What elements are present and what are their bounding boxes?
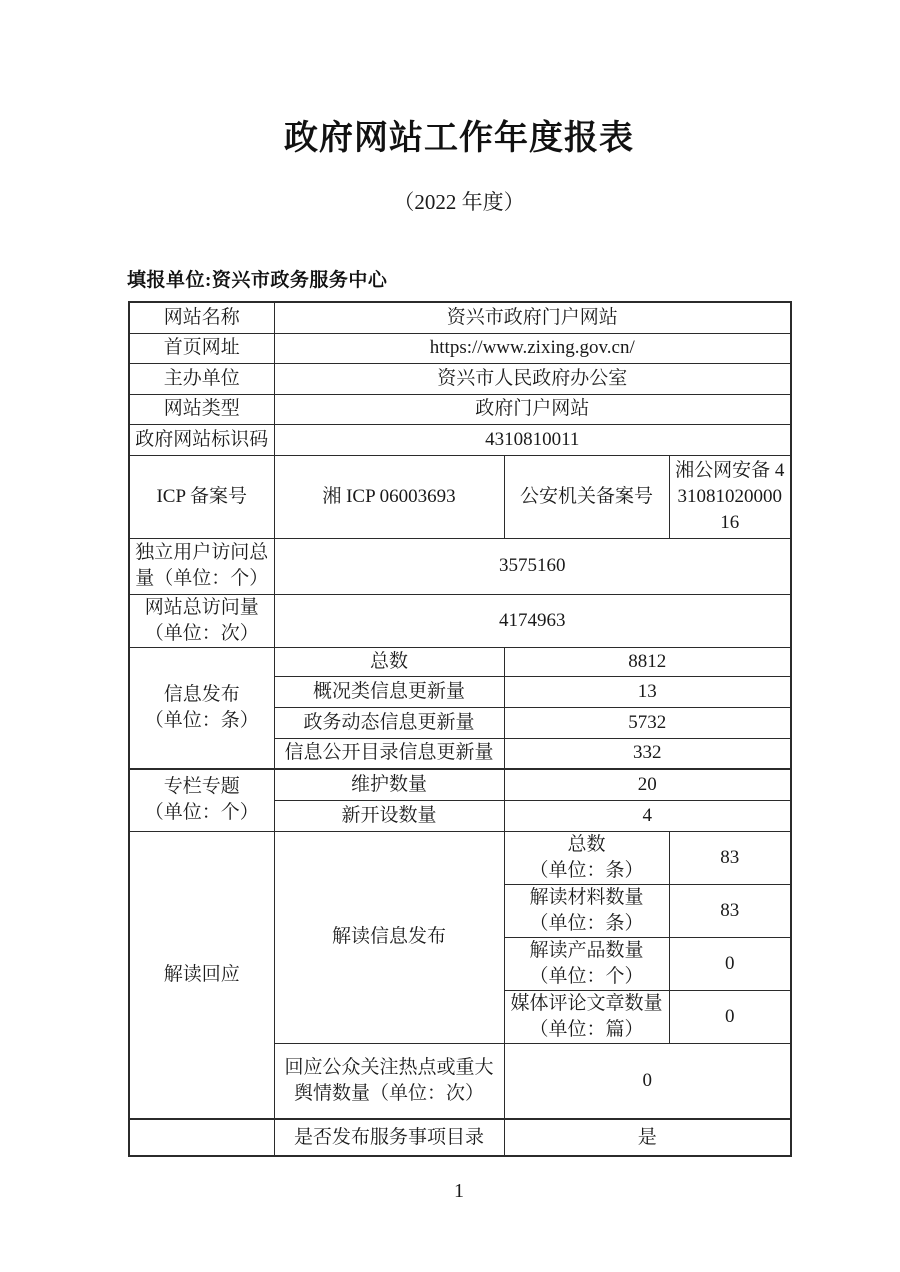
- cell-interp-product-value: 0: [669, 937, 791, 990]
- row-special-maintain: [129, 769, 791, 800]
- cell-police-value: 湘公网安备 43108102000016: [669, 455, 791, 538]
- row-homepage-url: [129, 333, 791, 363]
- row-info-publish-total: [129, 647, 791, 676]
- row-organizer: [129, 363, 791, 394]
- row-service-catalog: [129, 1119, 791, 1156]
- page-subtitle: （2022 年度）: [393, 190, 525, 214]
- cell-info-dynamic-value: 5732: [504, 707, 791, 738]
- interp-media-unit: （单位：篇）: [529, 1018, 644, 1040]
- cell-organizer-label: 主办单位: [129, 363, 274, 394]
- row-icp: [129, 455, 791, 538]
- row-website-name: [129, 302, 791, 333]
- cell-interp-publish-label: 解读信息发布: [274, 831, 504, 1043]
- cell-website-type-value: 政府门户网站: [274, 394, 791, 424]
- page-title: 政府网站工作年度报表: [284, 119, 634, 157]
- info-publish-label: 信息发布: [163, 683, 240, 705]
- cell-interp-media-label: [504, 990, 669, 1043]
- cell-info-total-label: 总数: [274, 647, 504, 676]
- cell-info-overview-label: 概况类信息更新量: [274, 676, 504, 707]
- cell-website-name-label: 网站名称: [129, 302, 274, 333]
- cell-interp-total-label: [504, 831, 669, 884]
- cell-website-name-value: 资兴市政府门户网站: [274, 302, 791, 333]
- interp-product-label: 解读产品数量: [529, 939, 644, 961]
- cell-hotspot-value: 0: [504, 1043, 791, 1119]
- interp-total-unit: （单位：条）: [529, 859, 644, 881]
- cell-site-code-label: 政府网站标识码: [129, 424, 274, 455]
- cell-interp-material-label: [504, 884, 669, 937]
- row-website-type: [129, 394, 791, 424]
- row-unique-visitors: [129, 538, 791, 594]
- cell-info-publish-group-label: [129, 647, 274, 769]
- cell-special-maintain-label: 维护数量: [274, 769, 504, 800]
- cell-interp-media-value: 0: [669, 990, 791, 1043]
- interp-material-unit: （单位：条）: [529, 912, 644, 934]
- cell-special-group-label: [129, 769, 274, 831]
- cell-info-total-value: 8812: [504, 647, 791, 676]
- cell-interp-total-value: 83: [669, 831, 791, 884]
- info-publish-unit: （单位：条）: [144, 709, 259, 731]
- special-columns-label: 专栏专题: [163, 776, 240, 798]
- row-interp-total: [129, 831, 791, 884]
- cell-service-catalog-value: 是: [504, 1119, 791, 1156]
- interp-total-label: 总数: [567, 833, 606, 855]
- cell-homepage-url-label: 首页网址: [129, 333, 274, 363]
- cell-info-overview-value: 13: [504, 676, 791, 707]
- interp-product-unit: （单位：个）: [529, 965, 644, 987]
- cell-info-catalog-label: 信息公开目录信息更新量: [274, 738, 504, 769]
- cell-info-dynamic-label: 政务动态信息更新量: [274, 707, 504, 738]
- cell-interpretation-group-label: 解读回应: [129, 831, 274, 1119]
- page-number: 1: [454, 1180, 464, 1202]
- row-total-visits: [129, 594, 791, 647]
- cell-total-visits-label: 网站总访问量（单位：次）: [129, 594, 274, 647]
- cell-special-new-value: 4: [504, 800, 791, 831]
- row-site-code: [129, 424, 791, 455]
- cell-police-label: 公安机关备案号: [504, 455, 669, 538]
- special-columns-unit: （单位：个）: [144, 802, 259, 824]
- cell-special-maintain-value: 20: [504, 769, 791, 800]
- cell-unique-visitors-value: 3575160: [274, 538, 791, 594]
- cell-interp-product-label: [504, 937, 669, 990]
- cell-website-type-label: 网站类型: [129, 394, 274, 424]
- interp-media-label: 媒体评论文章数量: [510, 992, 663, 1014]
- cell-unique-visitors-label: 独立用户访问总量（单位：个）: [129, 538, 274, 594]
- cell-empty: [129, 1119, 274, 1156]
- cell-hotspot-label: 回应公众关注热点或重大舆情数量（单位：次）: [274, 1043, 504, 1119]
- cell-info-catalog-value: 332: [504, 738, 791, 769]
- cell-site-code-value: 4310810011: [274, 424, 791, 455]
- cell-icp-value: 湘 ICP 06003693: [274, 455, 504, 538]
- cell-homepage-url-value: https://www.zixing.gov.cn/: [274, 333, 791, 363]
- annual-report-table: [128, 301, 792, 1157]
- cell-icp-label: ICP 备案号: [129, 455, 274, 538]
- cell-interp-material-value: 83: [669, 884, 791, 937]
- cell-organizer-value: 资兴市人民政府办公室: [274, 363, 791, 394]
- cell-total-visits-value: 4174963: [274, 594, 791, 647]
- cell-special-new-label: 新开设数量: [274, 800, 504, 831]
- filing-unit-line: 填报单位:资兴市政务服务中心: [127, 270, 388, 291]
- cell-service-catalog-label: 是否发布服务事项目录: [274, 1119, 504, 1156]
- interp-material-label: 解读材料数量: [529, 886, 644, 908]
